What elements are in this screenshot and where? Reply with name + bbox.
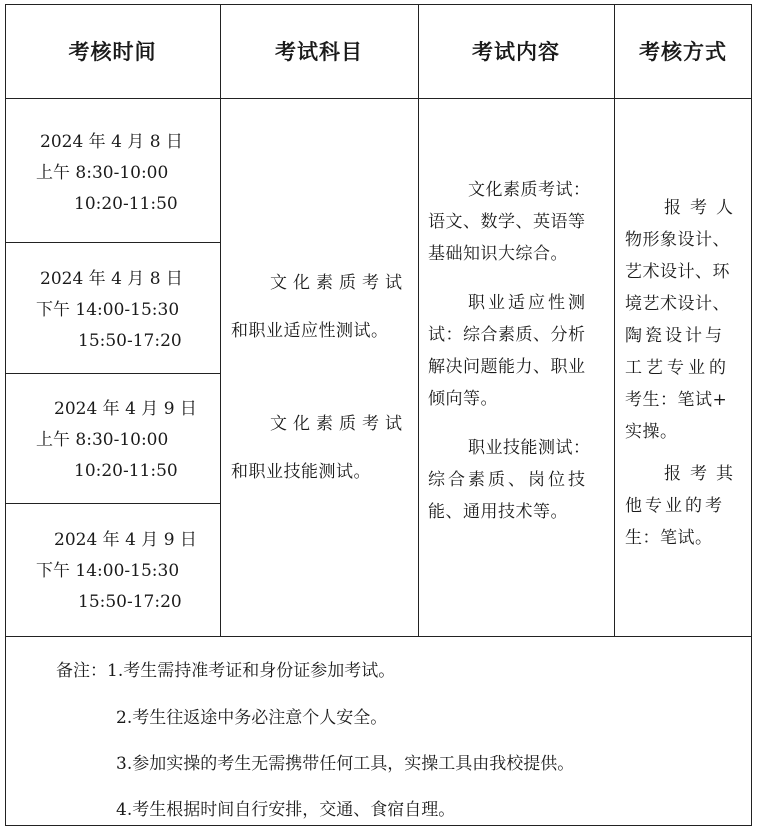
time-date: 2024 年 4 月 9 日 (54, 399, 197, 419)
content-text: 解决问题能力、职业 (428, 357, 586, 377)
header-content: 考试内容 (472, 40, 560, 64)
method-text: 工艺专业的 (625, 358, 730, 378)
note-line: 2.考生往返途中务必注意个人安全。 (116, 708, 388, 728)
content-text: 综合素质、岗位技 (428, 470, 588, 490)
time-slot: 15:50-17:20 (78, 331, 182, 351)
header-time: 考核时间 (68, 40, 157, 64)
content-text: 文化素质考试： (468, 180, 591, 200)
time-date: 2024 年 4 月 8 日 (40, 132, 183, 152)
method-text: 物形象设计、 (625, 230, 730, 250)
method-text: 报考其 (664, 464, 742, 484)
time-date: 2024 年 4 月 9 日 (54, 530, 197, 550)
time-slot: 下午 14:00-15:30 (36, 561, 180, 581)
content-text: 试：综合素质、分析 (428, 325, 586, 345)
note-line: 3.参加实操的考生无需携带任何工具，实操工具由我校提供。 (116, 754, 575, 774)
time-row-divider (5, 242, 220, 243)
header-divider (5, 98, 752, 99)
content-text: 能、通用技术等。 (428, 502, 568, 522)
method-text: 境艺术设计、 (625, 294, 730, 314)
content-text: 语文、数学、英语等 (428, 212, 586, 232)
notes-divider (5, 636, 752, 637)
note-line: 备注：1.考生需持准考证和身份证参加考试。 (56, 661, 396, 681)
method-text: 陶瓷设计与 (625, 326, 725, 346)
subject-text: 和职业适应性测试。 (231, 321, 389, 341)
header-method: 考核方式 (639, 40, 727, 64)
subject-text: 文化素质考试 (270, 273, 408, 293)
method-text: 艺术设计、环 (625, 262, 730, 282)
note-line: 4.考生根据时间自行安排，交通、食宿自理。 (116, 800, 456, 820)
content-text: 基础知识大综合。 (428, 244, 568, 264)
time-slot: 10:20-11:50 (74, 461, 178, 481)
header-subject: 考试科目 (275, 40, 363, 64)
time-date: 2024 年 4 月 8 日 (40, 269, 183, 289)
content-text: 职业技能测试： (468, 438, 591, 458)
method-text: 生：笔试。 (625, 528, 713, 548)
time-row-divider (5, 503, 220, 504)
method-text: 实操。 (625, 422, 678, 442)
content-text: 职业适应性测 (468, 293, 588, 313)
time-slot: 上午 8:30-10:00 (36, 430, 169, 450)
content-text: 倾向等。 (428, 389, 498, 409)
time-row-divider (5, 373, 220, 374)
time-slot: 下午 14:00-15:30 (36, 300, 180, 320)
method-text: 考生：笔试+ (625, 390, 728, 410)
subject-text: 文化素质考试 (270, 414, 408, 434)
method-text: 报考人 (664, 198, 742, 218)
time-slot: 10:20-11:50 (74, 194, 178, 214)
time-slot: 15:50-17:20 (78, 592, 182, 612)
method-text: 他专业的考 (625, 496, 725, 516)
subject-text: 和职业技能测试。 (231, 462, 371, 482)
time-slot: 上午 8:30-10:00 (36, 163, 169, 183)
